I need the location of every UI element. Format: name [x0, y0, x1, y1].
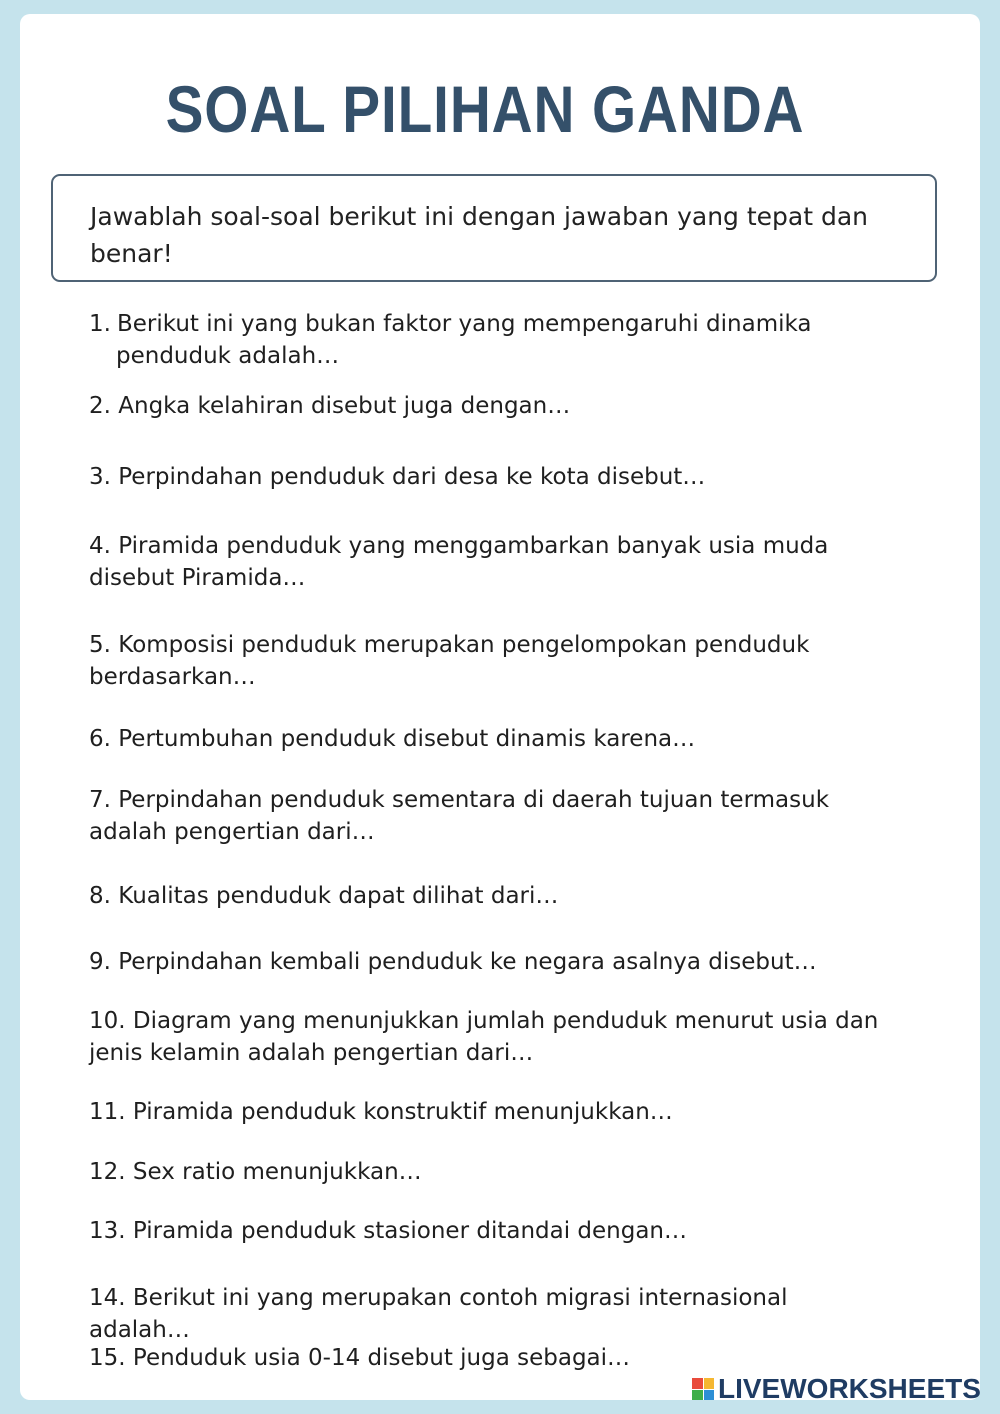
question-4: 4. Piramida penduduk yang menggambarkan banyak usia muda disebut Piramida…	[89, 533, 829, 591]
question-6: 6. Pertumbuhan penduduk disebut dinamis karena…	[89, 726, 696, 752]
instruction-box	[51, 174, 937, 282]
question-12: 12. Sex ratio menunjukkan…	[89, 1159, 422, 1185]
question-9: 9. Perpindahan kembali penduduk ke negara asalnya disebut…	[89, 949, 817, 975]
instruction-text: Jawablah soal-soal berikut ini dengan jawaban yang tepat dan benar!	[90, 202, 869, 268]
question-10: 10. Diagram yang menunjukkan jumlah penduduk menurut usia dan jenis kelamin adalah pengertian dari…	[89, 1008, 879, 1066]
question-5: 5. Komposisi penduduk merupakan pengelompokan penduduk berdasarkan…	[89, 632, 810, 690]
liveworksheets-brand[interactable]	[692, 1372, 981, 1406]
question-14: 14. Berikut ini yang merupakan contoh migrasi internasional adalah…	[89, 1285, 788, 1343]
question-13: 13. Piramida penduduk stasioner ditandai dengan…	[89, 1218, 688, 1244]
question-text: Berikut ini yang bukan faktor yang mempengaruhi dinamika penduduk adalah…	[116, 311, 812, 369]
question-number: 1.	[89, 311, 111, 337]
brand-name: LIVEWORKSHEETS	[718, 1373, 981, 1404]
liveworksheets-logo-icon	[692, 1378, 714, 1400]
question-8: 8. Kualitas penduduk dapat dilihat dari…	[89, 883, 559, 909]
question-1	[89, 308, 836, 372]
question-3: 3. Perpindahan penduduk dari desa ke kota disebut…	[89, 464, 706, 490]
question-2: 2. Angka kelahiran disebut juga dengan…	[89, 393, 571, 419]
question-15: 15. Penduduk usia 0-14 disebut juga sebagai…	[89, 1345, 631, 1371]
question-7: 7. Perpindahan penduduk sementara di daerah tujuan termasuk adalah pengertian dari…	[89, 787, 830, 845]
question-11: 11. Piramida penduduk konstruktif menunjukkan…	[89, 1099, 673, 1125]
page-title: SOAL PILIHAN GANDA	[165, 72, 805, 146]
